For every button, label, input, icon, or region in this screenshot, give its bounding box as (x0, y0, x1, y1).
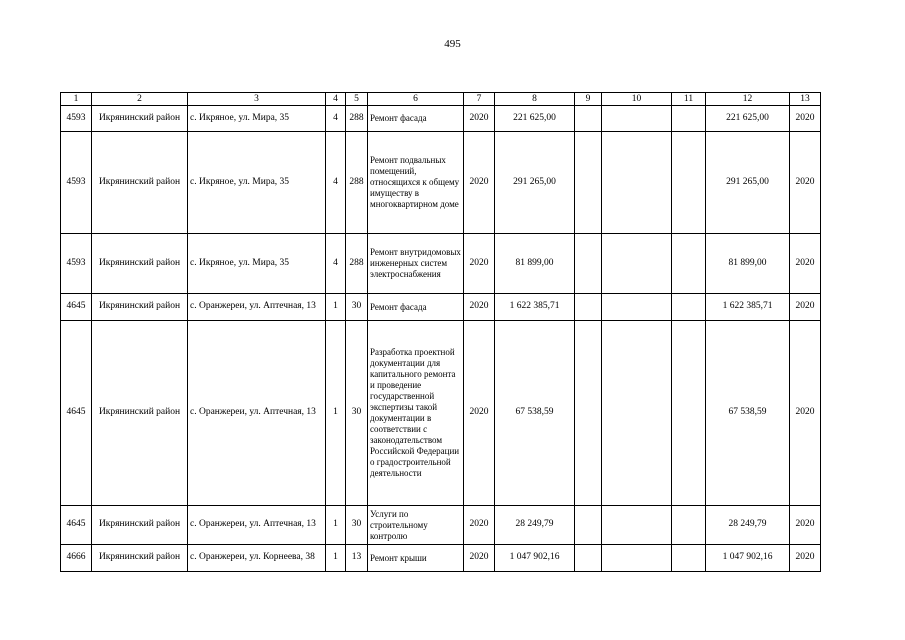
year: 2020 (464, 106, 495, 132)
amount: 28 249,79 (495, 506, 575, 545)
col-10 (602, 106, 672, 132)
row-id: 4666 (61, 545, 92, 572)
col-11 (672, 294, 706, 321)
header-cell: 3 (188, 93, 326, 106)
col-11 (672, 545, 706, 572)
header-cell: 5 (346, 93, 368, 106)
col-10 (602, 321, 672, 506)
col-5: 288 (346, 132, 368, 234)
row-id: 4645 (61, 321, 92, 506)
header-cell: 12 (706, 93, 790, 106)
col-9 (575, 132, 602, 234)
row-id: 4645 (61, 294, 92, 321)
col-11 (672, 234, 706, 294)
year: 2020 (464, 545, 495, 572)
col-9 (575, 106, 602, 132)
amount: 221 625,00 (495, 106, 575, 132)
col-9 (575, 234, 602, 294)
header-cell: 4 (326, 93, 346, 106)
header-cell: 8 (495, 93, 575, 106)
col-5: 288 (346, 106, 368, 132)
col-4: 1 (326, 506, 346, 545)
district: Икрянинский район (92, 506, 188, 545)
col-5: 30 (346, 321, 368, 506)
table-row (61, 321, 821, 506)
col-5: 30 (346, 506, 368, 545)
col-10 (602, 234, 672, 294)
col-4: 1 (326, 321, 346, 506)
end-year: 2020 (790, 506, 821, 545)
col-10 (602, 506, 672, 545)
col-9 (575, 506, 602, 545)
col-11 (672, 321, 706, 506)
col-5: 288 (346, 234, 368, 294)
header-cell: 10 (602, 93, 672, 106)
header-cell: 7 (464, 93, 495, 106)
year: 2020 (464, 294, 495, 321)
col-5: 30 (346, 294, 368, 321)
row-id: 4593 (61, 234, 92, 294)
amount-total: 28 249,79 (706, 506, 790, 545)
amount-total: 1 047 902,16 (706, 545, 790, 572)
end-year: 2020 (790, 234, 821, 294)
amount: 291 265,00 (495, 132, 575, 234)
row-id: 4593 (61, 132, 92, 234)
col-10 (602, 545, 672, 572)
col-10 (602, 294, 672, 321)
address: с. Оранжереи, ул. Корнеева, 38 (188, 545, 326, 572)
amount-total: 81 899,00 (706, 234, 790, 294)
table-row (61, 106, 821, 132)
header-row (61, 93, 821, 106)
address: с. Оранжереи, ул. Аптечная, 13 (188, 321, 326, 506)
page-number: 495 (444, 38, 461, 50)
amount-total: 67 538,59 (706, 321, 790, 506)
amount: 81 899,00 (495, 234, 575, 294)
amount-total: 221 625,00 (706, 106, 790, 132)
col-11 (672, 106, 706, 132)
col-4: 4 (326, 234, 346, 294)
address: с. Оранжереи, ул. Аптечная, 13 (188, 506, 326, 545)
end-year: 2020 (790, 132, 821, 234)
address: с. Икряное, ул. Мира, 35 (188, 234, 326, 294)
end-year: 2020 (790, 106, 821, 132)
work-type: Ремонт крыши (368, 545, 464, 572)
col-4: 4 (326, 106, 346, 132)
year: 2020 (464, 506, 495, 545)
district: Икрянинский район (92, 132, 188, 234)
col-11 (672, 506, 706, 545)
header-cell: 2 (92, 93, 188, 106)
amount-total: 291 265,00 (706, 132, 790, 234)
year: 2020 (464, 321, 495, 506)
table-row (61, 234, 821, 294)
work-type: Ремонт подвальных помещений, относящихся к общему имуществу в многоквартирном доме (368, 132, 464, 234)
year: 2020 (464, 234, 495, 294)
table-row (61, 132, 821, 234)
col-10 (602, 132, 672, 234)
district: Икрянинский район (92, 234, 188, 294)
header-cell: 9 (575, 93, 602, 106)
header-cell: 1 (61, 93, 92, 106)
district: Икрянинский район (92, 321, 188, 506)
amount: 1 047 902,16 (495, 545, 575, 572)
address: с. Оранжереи, ул. Аптечная, 13 (188, 294, 326, 321)
header-cell: 13 (790, 93, 821, 106)
work-type: Разработка проектной документации для капитального ремонта и проведение государственной экспертизы такой документации в соответствии с законодательством Российской Федерации о градостроительной деятельности (368, 321, 464, 506)
work-type: Ремонт фасада (368, 294, 464, 321)
col-9 (575, 294, 602, 321)
table-row (61, 506, 821, 545)
col-4: 1 (326, 294, 346, 321)
address: с. Икряное, ул. Мира, 35 (188, 132, 326, 234)
address: с. Икряное, ул. Мира, 35 (188, 106, 326, 132)
col-4: 1 (326, 545, 346, 572)
district: Икрянинский район (92, 106, 188, 132)
work-type: Ремонт фасада (368, 106, 464, 132)
row-id: 4645 (61, 506, 92, 545)
amount: 1 622 385,71 (495, 294, 575, 321)
table-row (61, 545, 821, 572)
year: 2020 (464, 132, 495, 234)
table-row (61, 294, 821, 321)
header-cell: 6 (368, 93, 464, 106)
col-11 (672, 132, 706, 234)
col-4: 4 (326, 132, 346, 234)
col-9 (575, 545, 602, 572)
col-9 (575, 321, 602, 506)
work-type: Услуги по строительному контролю (368, 506, 464, 545)
district: Икрянинский район (92, 294, 188, 321)
col-5: 13 (346, 545, 368, 572)
amount: 67 538,59 (495, 321, 575, 506)
district: Икрянинский район (92, 545, 188, 572)
row-id: 4593 (61, 106, 92, 132)
amount-total: 1 622 385,71 (706, 294, 790, 321)
end-year: 2020 (790, 545, 821, 572)
end-year: 2020 (790, 321, 821, 506)
data-table (60, 92, 821, 572)
work-type: Ремонт внутридомовых инженерных систем электроснабжения (368, 234, 464, 294)
header-cell: 11 (672, 93, 706, 106)
end-year: 2020 (790, 294, 821, 321)
